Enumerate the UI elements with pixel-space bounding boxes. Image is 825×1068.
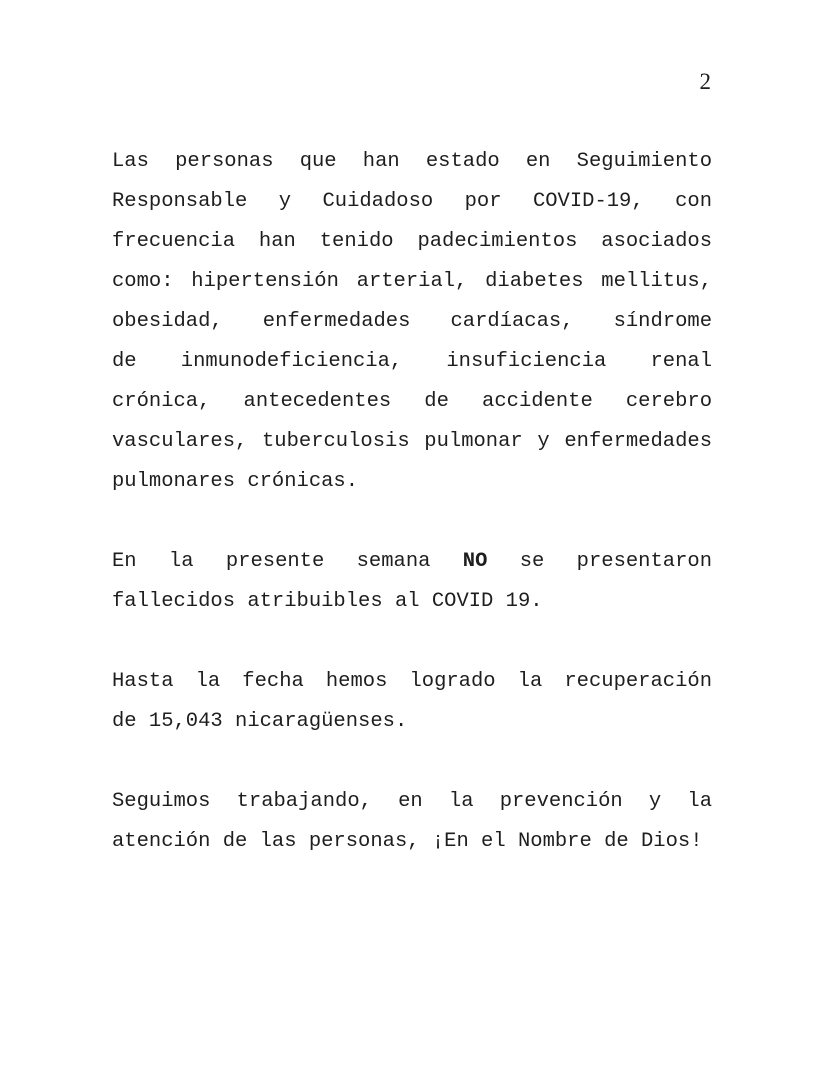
text-line: pulmonares crónicas. (112, 470, 359, 493)
text-line: vasculares, tuberculosis pulmonar y enfermedades (112, 430, 712, 453)
paragraph-closing (112, 782, 712, 862)
page-number: 2 (699, 69, 711, 94)
text-line: fallecidos atribuibles al COVID 19. (112, 590, 543, 613)
text-segment: se presentaron (519, 550, 712, 573)
text-line: frecuencia han tenido padecimientos asociados (112, 230, 712, 253)
text-segment: En la presente semana (112, 550, 431, 573)
text-line: de inmunodeficiencia, insuficiencia renal (112, 350, 712, 373)
text-line: obesidad, enfermedades cardíacas, síndrome (112, 310, 712, 333)
paragraph-comorbidities (112, 142, 712, 502)
text-line: atención de las personas, ¡En el Nombre de Dios! (112, 830, 703, 853)
document-body (112, 142, 712, 862)
text-line (112, 542, 712, 582)
paragraph-deaths (112, 542, 712, 622)
text-line: Las personas que han estado en Seguimiento (112, 150, 712, 173)
text-line: Hasta la fecha hemos logrado la recuperación (112, 670, 712, 693)
text-line: Responsable y Cuidadoso por COVID-19, con (112, 190, 712, 213)
text-line: crónica, antecedentes de accidente cerebro (112, 390, 712, 413)
text-line: de 15,043 nicaragüenses. (112, 710, 408, 733)
text-line: Seguimos trabajando, en la prevención y la (112, 790, 712, 813)
text-line: como: hipertensión arterial, diabetes mellitus, (112, 270, 712, 293)
bold-word-no: NO (462, 550, 488, 573)
paragraph-recoveries (112, 662, 712, 742)
